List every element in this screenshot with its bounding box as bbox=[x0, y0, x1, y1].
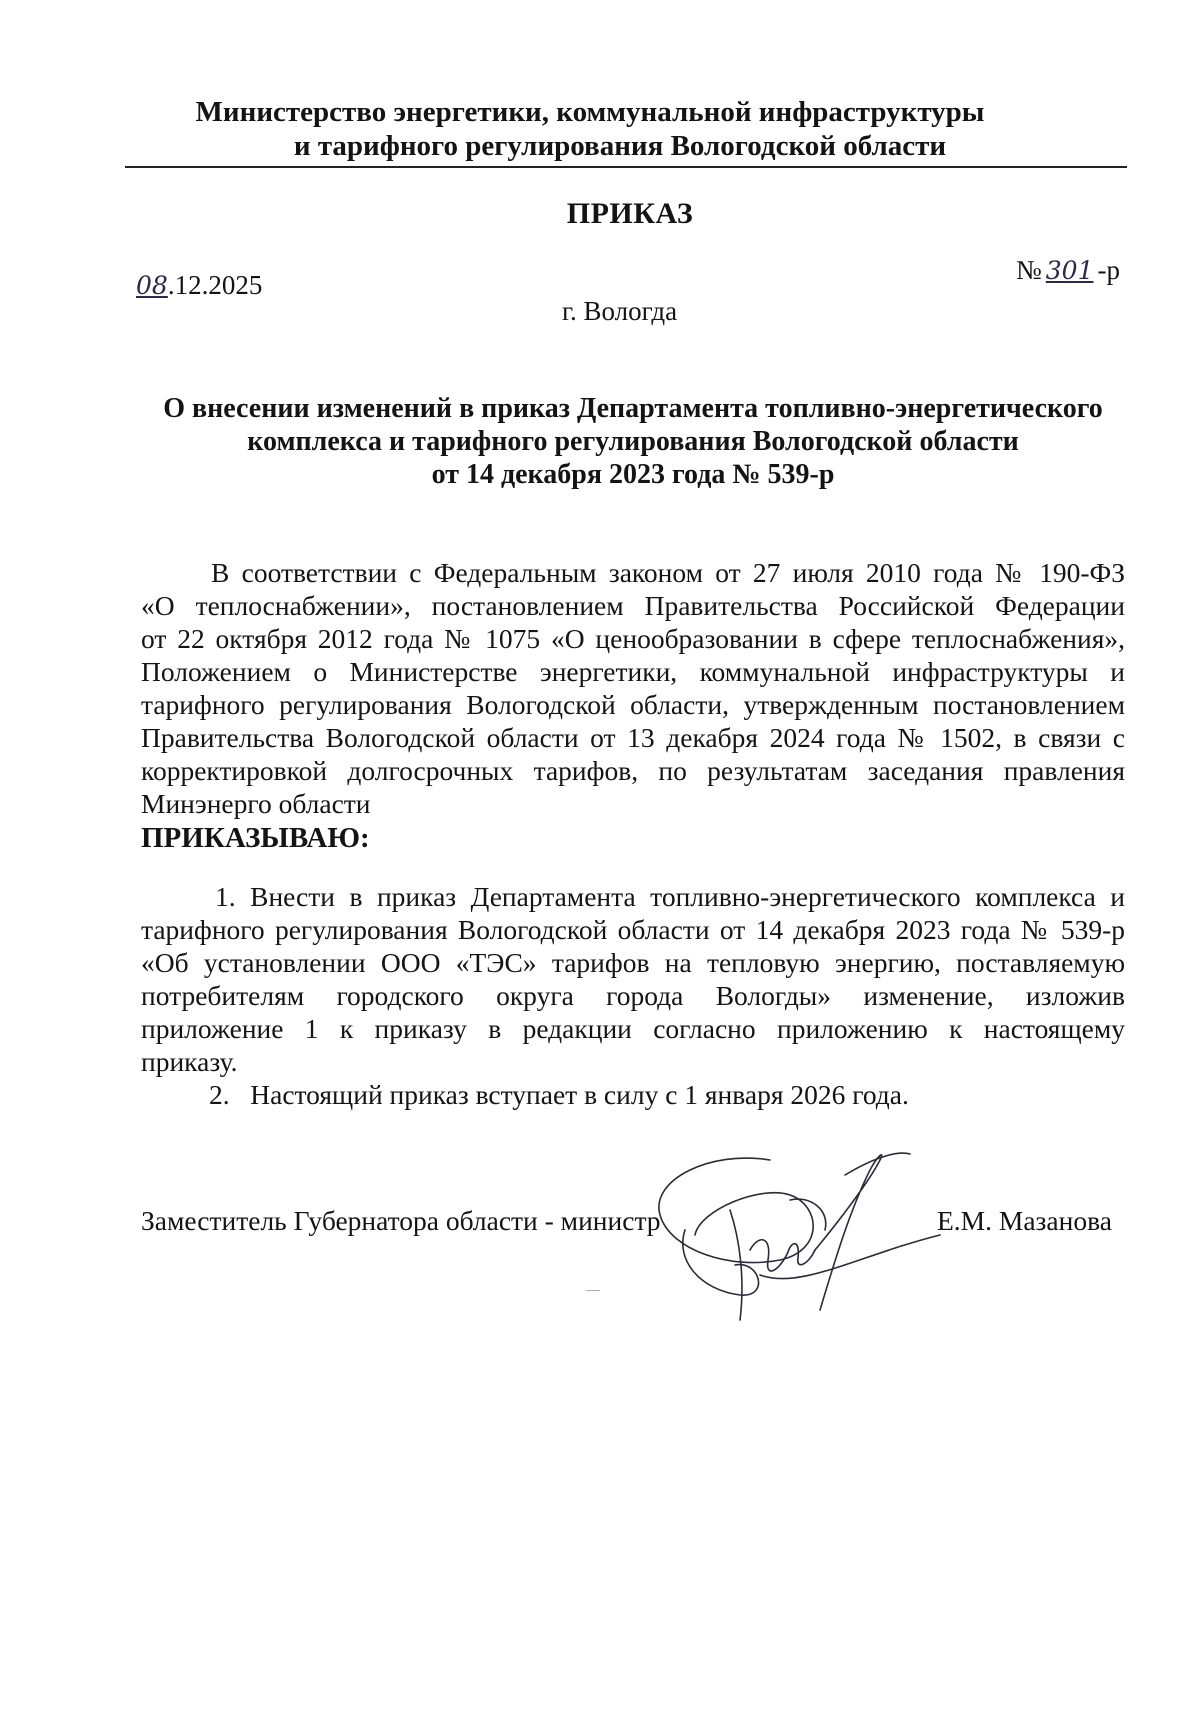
item1-line: тарифного регулирования Вологодской области от 14 декабря 2023 года № 539-р bbox=[141, 914, 1125, 945]
preamble-line: В соответствии с Федеральным законом от 27 июля 2010 года № 190-ФЗ bbox=[211, 557, 1125, 588]
item1-line: приложение 1 к приказу в редакции согласно приложению к настоящему bbox=[141, 1013, 1125, 1044]
scan-artifact-dash bbox=[586, 1290, 600, 1291]
preamble-line: тарифного регулирования Вологодской области, утвержденным постановлением bbox=[141, 689, 1125, 720]
order-date bbox=[136, 270, 262, 301]
signatory-name: Е.М. Мазанова bbox=[937, 1205, 1112, 1236]
preamble-line: «О теплоснабжении», постановлением Правительства Российской Федерации bbox=[141, 590, 1125, 621]
date-day-handwritten: 08 bbox=[136, 271, 168, 300]
date-rest: .12.2025 bbox=[167, 270, 263, 300]
order-city: г. Вологда bbox=[562, 296, 678, 326]
preamble-line: от 22 октября 2012 года № 1075 «О ценообразовании в сфере теплоснабжения», bbox=[141, 623, 1125, 654]
number-prefix: № bbox=[1016, 255, 1042, 285]
preamble-line: Минэнерго области bbox=[141, 788, 371, 819]
signatory-position: Заместитель Губернатора области - министр bbox=[141, 1205, 661, 1236]
subject-line2: комплекса и тарифного регулирования Вологодской области bbox=[247, 426, 1019, 457]
preamble-line: Правительства Вологодской области от 13 декабря 2024 года № 1502, в связи с bbox=[141, 722, 1125, 753]
number-suffix: -р bbox=[1097, 255, 1120, 285]
item1-line: «Об установлении ООО «ТЭС» тарифов на тепловую энергию, поставляемую bbox=[141, 947, 1125, 978]
ministry-name-line1: Министерство энергетики, коммунальной инфраструктуры bbox=[195, 96, 985, 128]
order-title: ПРИКАЗ bbox=[566, 197, 694, 230]
header-divider bbox=[125, 166, 1127, 168]
item2-line: 2. Настоящий приказ вступает в силу с 1 января 2026 года. bbox=[209, 1079, 909, 1110]
number-handwritten: 301 bbox=[1045, 256, 1094, 285]
directive-prikazyvayu: ПРИКАЗЫВАЮ: bbox=[141, 822, 370, 854]
item1-line: 1. Внести в приказ Департамента топливно-энергетического комплекса и bbox=[215, 881, 1125, 912]
item1-line: приказу. bbox=[141, 1046, 238, 1077]
order-number bbox=[1016, 255, 1120, 286]
preamble-line: Положением о Министерстве энергетики, коммунальной инфраструктуры и bbox=[141, 656, 1125, 687]
subject-line3: от 14 декабря 2023 года № 539-р bbox=[431, 459, 835, 490]
ministry-name-line2: и тарифного регулирования Вологодской области bbox=[293, 130, 947, 162]
handwritten-signature bbox=[640, 1140, 950, 1330]
subject-line1: О внесении изменений в приказ Департамента топливно-энергетического bbox=[163, 393, 1103, 424]
preamble-line: корректировкой долгосрочных тарифов, по результатам заседания правления bbox=[141, 755, 1125, 786]
item1-line: потребителям городского округа города Вологды» изменение, изложив bbox=[141, 980, 1125, 1011]
